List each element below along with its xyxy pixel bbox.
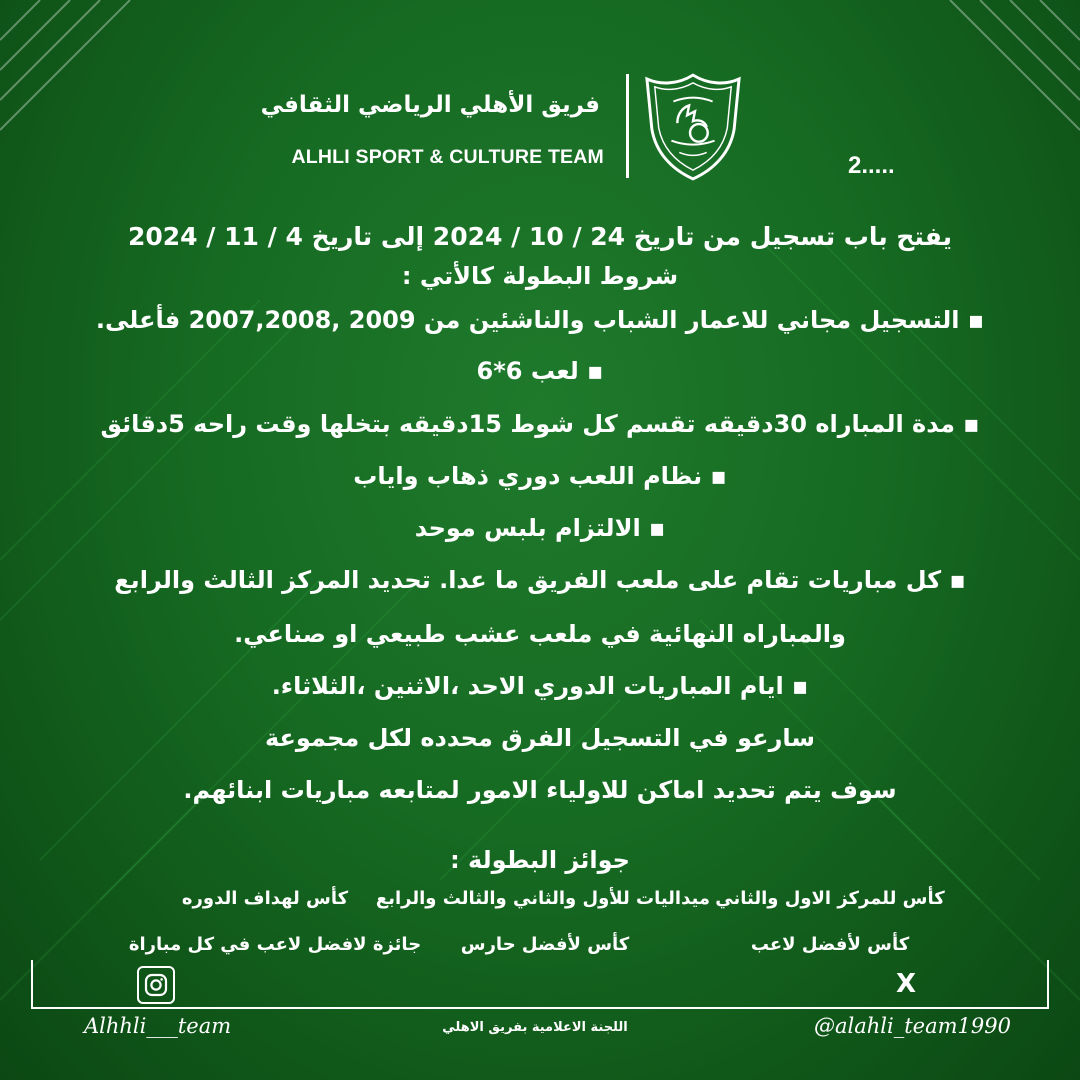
rule-item: ▪︎ كل مباريات تقام على ملعب الفريق ما عدا. تحديد المركز الثالث والرابع xyxy=(114,566,966,594)
media-committee-note: اللجنة الاعلامية بفريق الاهلي xyxy=(442,1020,628,1035)
prize-item: جائزة لافضل لاعب في كل مباراة xyxy=(128,934,422,955)
prize-item: ميداليات للأول والثاني والثالث والرابع xyxy=(375,888,710,909)
rule-item: ▪︎ الالتزام بلبس موحد xyxy=(414,514,666,542)
registration-dates: يفتح باب تسجيل من تاريخ 24 / 10 / 2024 إلى تاريخ 4 / 11 / 2024 xyxy=(127,222,953,251)
prize-item: كأس للمركز الاول والثاني xyxy=(715,888,945,909)
team-crest-icon xyxy=(644,72,742,182)
registration-note: سارعو في التسجيل الفرق محدده لكل مجموعة xyxy=(264,724,815,752)
conditions-heading: شروط البطولة كالأتي : xyxy=(401,262,679,290)
instagram-icon[interactable] xyxy=(137,966,175,1004)
team-name-arabic: فريق الأهلي الرياضي الثقافي xyxy=(260,92,600,118)
rule-item: والمباراه النهائية في ملعب عشب طبيعي او صناعي. xyxy=(234,620,846,648)
prize-item: كأس لأفضل لاعب xyxy=(750,934,910,955)
instagram-handle[interactable]: Alhhli___team xyxy=(84,1014,232,1038)
prizes-heading: جوائز البطولة : xyxy=(450,846,630,874)
x-handle[interactable]: @alahli_team1990 xyxy=(814,1014,1011,1038)
rule-item: ▪︎ ايام المباريات الدوري الاحد ،الاثنين ،الثلاثاء. xyxy=(271,672,809,700)
x-icon[interactable]: X xyxy=(895,969,917,999)
instagram-glyph-icon xyxy=(144,973,168,997)
rule-item: ▪︎ نظام اللعب دوري ذهاب واياب xyxy=(353,462,727,490)
rule-item: ▪︎ مدة المباراه 30دقيقه تقسم كل شوط 15دقيقه بتخلها وقت راحه 5دقائق xyxy=(100,410,980,438)
page-number: 2..... xyxy=(848,152,895,179)
header-divider xyxy=(626,74,629,178)
prize-item: كأس لهداف الدوره xyxy=(181,888,349,909)
team-name-english: ALHLI SPORT & CULTURE TEAM xyxy=(291,146,604,168)
prize-item: كأس لأفضل حارس xyxy=(460,934,630,955)
rule-item: ▪︎ لعب 6*6 xyxy=(476,357,604,385)
rule-item: ▪︎ التسجيل مجاني للاعمار الشباب والناشئين من 2009 ,2007,2008 فأعلى. xyxy=(95,306,985,334)
parents-note: سوف يتم تحديد اماكن للاولياء الامور لمتابعه مباريات ابنائهم. xyxy=(183,776,897,804)
